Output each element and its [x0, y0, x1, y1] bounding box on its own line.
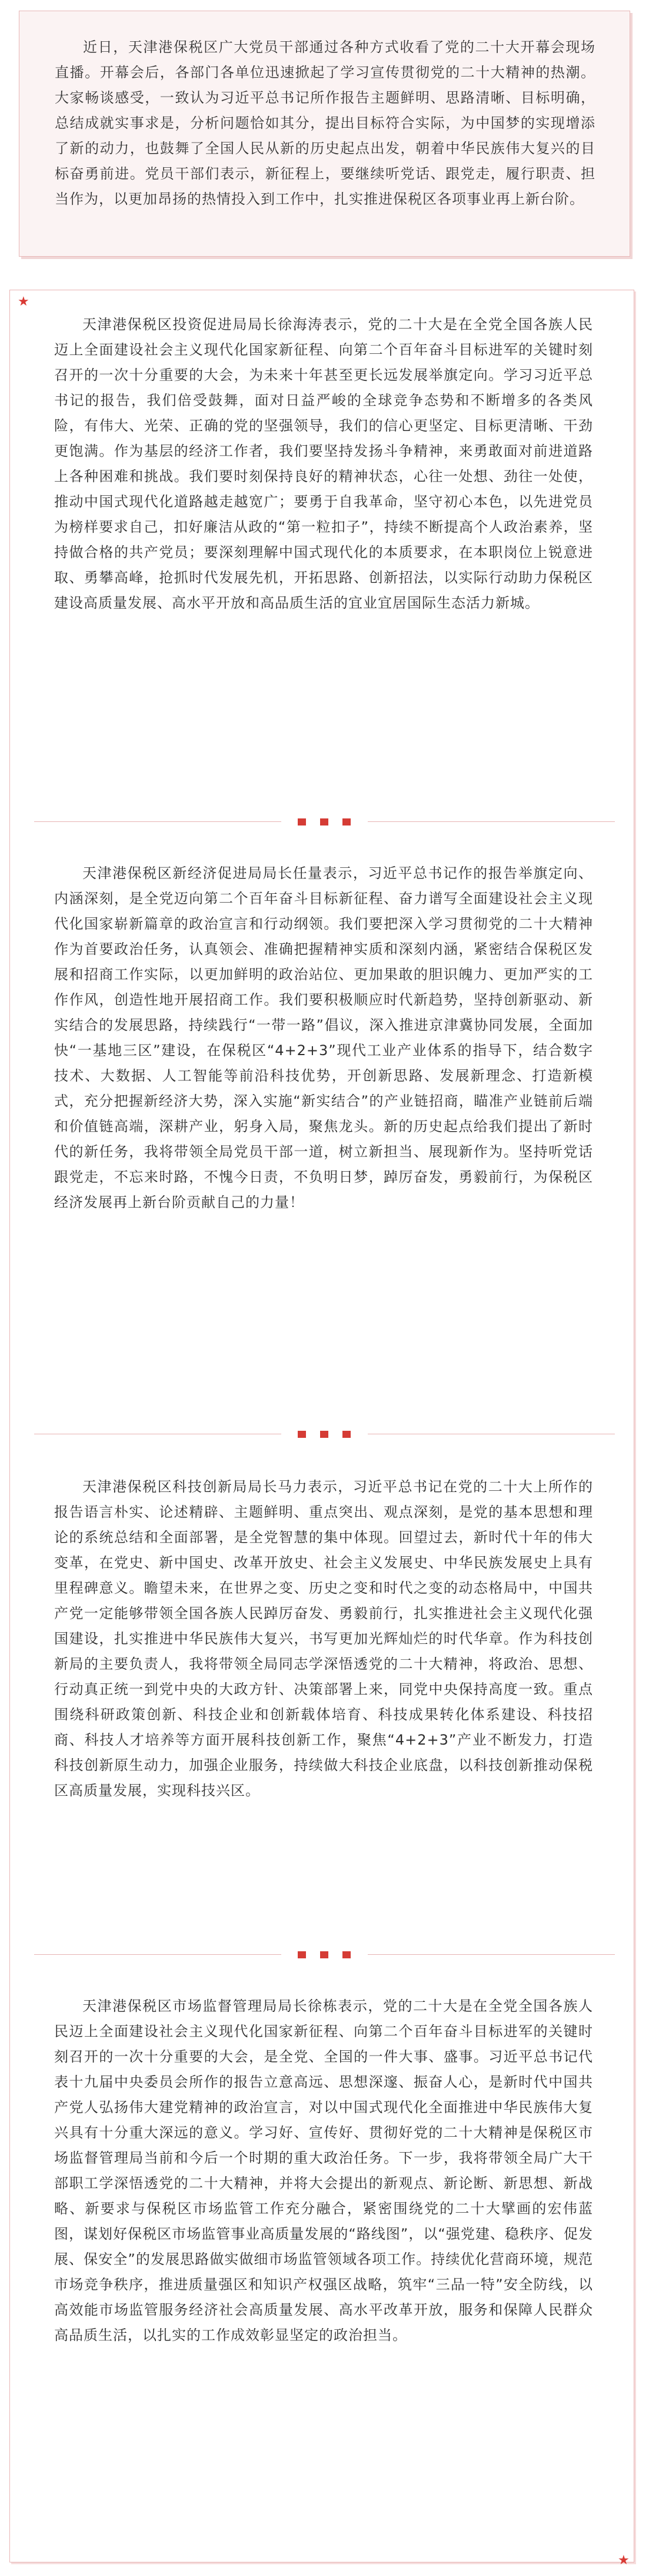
- divider-dots: [298, 818, 352, 825]
- section-investment-promotion: [54, 312, 593, 616]
- section-paragraph: 天津港保税区投资促进局局长徐海涛表示，党的二十大是在全党全国各族人民迈上全面建设社会主义现代化国家新征程、向第二个百年奋斗目标进军的关键时刻召开的一次十分重要的大会，为未来十年甚至更长远发展举旗定向。学习习近平总书记的报告，我们倍受鼓舞，面对日益严峻的全球竞争态势和不断增多的各类风险，有伟大、光荣、正确的党的坚强领导，我们的信心更坚定、目标更清晰、干劲更饱满。作为基层的经济工作者，我们要坚持发扬斗争精神，来勇敢面对前进道路上各种困难和挑战。我们要时刻保持良好的精神状态，心往一处想、劲往一处使，推动中国式现代化道路越走越宽广；要勇于自我革命，坚守初心本色，以先进党员为榜样要求自己，扣好廉洁从政的“第一粒扣子”，持续不断提高个人政治素养，坚持做合格的共产党员；要深刻理解中国式现代化的本质要求，在本职岗位上锐意进取、勇攀高峰，抢抓时代发展先机，开拓思路、创新招法，以实际行动助力保税区建设高质量发展、高水平开放和高品质生活的宜业宜居国际生态活力新城。: [54, 316, 593, 611]
- divider-dot: [320, 1431, 328, 1438]
- divider-dot: [342, 818, 351, 825]
- section-divider: [34, 1949, 615, 1961]
- divider-line: [34, 1954, 281, 1955]
- divider-dot: [320, 1951, 328, 1958]
- section-divider: [34, 1428, 615, 1440]
- divider-line: [368, 1954, 615, 1955]
- section-market-supervision: [54, 1994, 593, 2348]
- section-paragraph: 天津港保税区科技创新局局长马力表示，习近平总书记在党的二十大上所作的报告语言朴实、论述精辟、主题鲜明、重点突出、观点深刻，是党的基本思想和理论的系统总结和全面部署，是全党智慧的集中体现。回望过去，新时代十年的伟大变革，在党史、新中国史、改革开放史、社会主义发展史、中华民族发展史上具有里程碑意义。瞻望未来，在世界之变、历史之变和时代之变的动态格局中，中国共产党一定能够带领全国各族人民踔厉奋发、勇毅前行，扎实推进社会主义现代化强国建设，扎实推进中华民族伟大复兴，书写更加光辉灿烂的时代华章。作为科技创新局的主要负责人，我将带领全局同志学深悟透党的二十大精神，将政治、思想、行动真正统一到党中央的大政方针、决策部署上来，同党中央保持高度一致。重点围绕科研政策创新、科技企业和创新载体培育、科技成果转化体系建设、科技招商、科技人才培养等方面开展科技创新工作，聚焦“4+2+3”产业不断发力，打造科技创新原生动力，加强企业服务，持续做大科技企业底盘，以科技创新推动保税区高质量发展，实现科技兴区。: [54, 1478, 593, 1799]
- intro-paragraph: 近日，天津港保税区广大党员干部通过各种方式收看了党的二十大开幕会现场直播。开幕会后，各部门各单位迅速掀起了学习宣传贯彻党的二十大精神的热潮。大家畅谈感受，一致认为习近平总书记所作报告主题鲜明、思路清晰、目标明确，总结成就实事求是，分析问题恰如其分，提出目标符合实际，为中国梦的实现增添了新的动力，也鼓舞了全国人民从新的历史起点出发，朝着中华民族伟大复兴的目标奋勇前进。党员干部们表示，新征程上，要继续听党话、跟党走，履行职责、担当作为，以更加昂扬的热情投入到工作中，扎实推进保税区各项事业再上新台阶。: [55, 39, 595, 207]
- divider-dot: [320, 818, 328, 825]
- divider-dot: [298, 818, 306, 825]
- divider-dot: [342, 1951, 351, 1958]
- section-divider: [34, 816, 615, 828]
- divider-line: [34, 821, 281, 822]
- divider-line: [368, 821, 615, 822]
- intro-box: [19, 11, 630, 257]
- section-paragraph: 天津港保税区市场监督管理局局长徐栋表示，党的二十大是在全党全国各族人民迈上全面建设社会主义现代化国家新征程、向第二个百年奋斗目标进军的关键时刻召开的一次十分重要的大会，是全党、全国的一件大事、盛事。习近平总书记代表十九届中央委员会所作的报告立意高远、思想深邃、振奋人心，是新时代中国共产党人弘扬伟大建党精神的政治宣言，对以中国式现代化全面推进中华民族伟大复兴具有十分重大深远的意义。学习好、宣传好、贯彻好党的二十大精神是保税区市场监督管理局当前和今后一个时期的重大政治任务。下一步，我将带领全局广大干部职工学深悟透党的二十大精神，并将大会提出的新观点、新论断、新思想、新战略、新要求与保税区市场监管工作充分融合，紧密围绕党的二十大擘画的宏伟蓝图，谋划好保税区市场监管事业高质量发展的“路线图”，以“强党建、稳秩序、促发展、保安全”的发展思路做实做细市场监管领域各项工作。持续优化营商环境，规范市场竞争秩序，推进质量强区和知识产权强区战略，筑牢“三品一特”安全防线，以高效能市场监管服务经济社会高质量发展、高水平改革开放，服务和保障人民群众高品质生活，以扎实的工作成效彰显坚定的政治担当。: [54, 1998, 593, 2343]
- divider-dot: [298, 1431, 306, 1438]
- star-icon: ★: [18, 294, 29, 309]
- divider-dots: [298, 1951, 352, 1958]
- divider-dot: [298, 1951, 306, 1958]
- section-technology-innovation: [54, 1474, 593, 1803]
- section-paragraph: 天津港保税区新经济促进局局长任量表示，习近平总书记作的报告举旗定向、内涵深刻，是全党迈向第二个百年奋斗目标新征程、奋力谱写全面建设社会主义现代化国家崭新篇章的政治宣言和行动纲领。我们要把深入学习贯彻党的二十大精神作为首要政治任务，认真领会、准确把握精神实质和深刻内涵，紧密结合保税区发展和招商工作实际，以更加鲜明的政治站位、更加果敢的胆识魄力、更加严实的工作作风，创造性地开展招商工作。我们要积极顺应时代新趋势，坚持创新驱动、新实结合的发展思路，持续践行“一带一路”倡议，深入推进京津冀协同发展，全面加快“一基地三区”建设，在保税区“4+2+3”现代工业产业体系的指导下，结合数字技术、大数据、人工智能等前沿科技优势，开创新思路、发展新理念、打造新模式，充分把握新经济大势，深入实施“新实结合”的产业链招商，瞄准产业链前后端和价值链高端，深耕产业，躬身入局，聚焦龙头。新的历史起点给我们提出了新时代的新任务，我将带领全局党员干部一道，树立新担当、展现新作为。坚持听党话跟党走，不忘来时路，不愧今日责，不负明日梦，踔厉奋发，勇毅前行，为保税区经济发展再上新台阶贡献自己的力量！: [54, 865, 593, 1211]
- divider-dots: [298, 1431, 352, 1438]
- star-icon: ★: [618, 2553, 630, 2568]
- divider-dot: [342, 1431, 351, 1438]
- section-new-economy: [54, 861, 593, 1215]
